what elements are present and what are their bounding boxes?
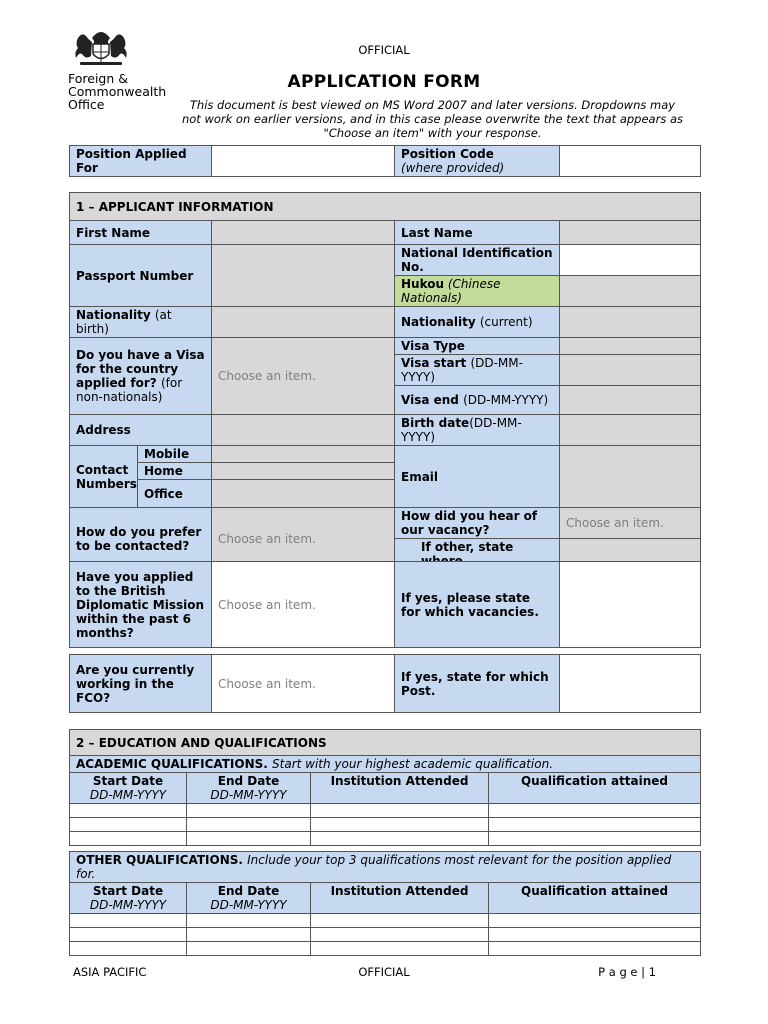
applied-vacancies-field[interactable] [560, 562, 701, 648]
applied-before-dropdown[interactable]: Choose an item. [212, 562, 395, 648]
position-applied-field[interactable] [212, 146, 395, 177]
hear-vacancy-label: How did you hear of our vacancy? [395, 508, 560, 539]
footer-classification: OFFICIAL [358, 965, 410, 979]
table-cell[interactable] [70, 804, 187, 818]
table-cell[interactable] [311, 914, 489, 928]
other-qualifications-label: OTHER QUALIFICATIONS. Include your top 3 qualifications most relevant for the position applied for. [70, 852, 701, 883]
table-cell[interactable] [311, 942, 489, 956]
home-field[interactable] [212, 463, 395, 480]
table-row [70, 832, 701, 846]
table-row [70, 928, 701, 942]
table-cell[interactable] [187, 804, 311, 818]
table-cell[interactable] [311, 832, 489, 846]
table-row [70, 818, 701, 832]
table-cell[interactable] [311, 818, 489, 832]
other-institution-header: Institution Attended [311, 883, 489, 914]
working-fco-table [69, 654, 701, 713]
applied-before-label: Have you applied to the British Diplomatic Mission within the past 6 months? [70, 562, 212, 648]
home-label: Home [138, 463, 212, 480]
applied-before-table [69, 561, 701, 648]
table-cell[interactable] [489, 942, 701, 956]
prefer-contact-label: How do you prefer to be contacted? [70, 508, 212, 570]
table-cell[interactable] [311, 928, 489, 942]
logo-line-3: Office [68, 97, 105, 112]
logo-line-1: Foreign & [68, 71, 128, 86]
birth-date-field[interactable] [560, 415, 701, 446]
table-cell[interactable] [489, 832, 701, 846]
national-id-label: National Identification No. [395, 245, 560, 276]
table-cell[interactable] [489, 914, 701, 928]
table-cell[interactable] [70, 832, 187, 846]
last-name-field[interactable] [560, 221, 701, 245]
visa-type-field[interactable] [560, 338, 701, 355]
position-table [69, 145, 701, 177]
hear-vacancy-dropdown[interactable]: Choose an item. [560, 508, 701, 539]
office-field[interactable] [212, 480, 395, 508]
table-cell[interactable] [70, 818, 187, 832]
email-field[interactable] [560, 446, 701, 508]
passport-field[interactable] [212, 245, 395, 307]
hukou-label: Hukou (Chinese Nationals) [395, 276, 560, 307]
section-2-heading: 2 – EDUCATION AND QUALIFICATIONS [70, 730, 701, 756]
visa-dropdown[interactable]: Choose an item. [212, 338, 395, 415]
table-cell[interactable] [70, 914, 187, 928]
applicant-info-table [69, 192, 701, 570]
visa-start-field[interactable] [560, 355, 701, 386]
table-cell[interactable] [187, 942, 311, 956]
other-start-date-header: Start Date DD-MM-YYYY [70, 883, 187, 914]
footer-region: ASIA PACIFIC [73, 965, 147, 979]
academic-qualifications-table [69, 729, 701, 846]
position-applied-label: Position Applied For [70, 146, 212, 177]
form-title: APPLICATION FORM [287, 72, 481, 92]
nationality-current-field[interactable] [560, 307, 701, 338]
hear-other-label: If other, state [395, 539, 560, 570]
visa-end-label: Visa end (DD-MM-YYYY) [395, 386, 560, 415]
instructions-note: This document is best viewed on MS Word 2007 and later versions. Dropdowns may not work on earlier versions, and in this case please overwrite the text that appears as "Choose an item" with your response. [181, 98, 684, 140]
academic-qualification-header: Qualification attained [489, 773, 701, 804]
nationality-current-label: Nationality (current) [395, 307, 560, 338]
table-cell[interactable] [489, 818, 701, 832]
visa-start-label: Visa start (DD-MM-YYYY) [395, 355, 560, 386]
table-cell[interactable] [187, 832, 311, 846]
table-cell[interactable] [311, 804, 489, 818]
mobile-label: Mobile [138, 446, 212, 463]
table-row [70, 914, 701, 928]
table-row [70, 942, 701, 956]
position-code-label: Position Code (where provided) [395, 146, 560, 177]
working-post-label: If yes, state for which Post. [395, 655, 560, 713]
other-end-date-header: End Date DD-MM-YYYY [187, 883, 311, 914]
applied-vacancies-label: If yes, please state for which vacancies. [395, 562, 560, 648]
other-qualification-header: Qualification attained [489, 883, 701, 914]
office-label: Office [138, 480, 212, 508]
last-name-label: Last Name [395, 221, 560, 245]
mobile-field[interactable] [212, 446, 395, 463]
visa-type-label: Visa Type [395, 338, 560, 355]
academic-start-date-header: Start Date DD-MM-YYYY [70, 773, 187, 804]
table-cell[interactable] [70, 928, 187, 942]
working-fco-label: Are you currently working in the FCO? [70, 655, 212, 713]
table-cell[interactable] [187, 928, 311, 942]
email-label: Email [395, 446, 560, 508]
logo-line-2: Commonwealth [68, 84, 167, 99]
table-cell[interactable] [70, 942, 187, 956]
visa-question-label: Do you have a Visa for the country applied for? (for non-nationals) [70, 338, 212, 415]
birth-date-label: Birth date(DD-MM-YYYY) [395, 415, 560, 446]
national-id-field[interactable] [560, 245, 701, 276]
footer-page-number: P a g e | 1 [598, 965, 656, 979]
section-1-heading: 1 – APPLICANT INFORMATION [70, 193, 701, 221]
table-cell[interactable] [489, 804, 701, 818]
nationality-birth-field[interactable] [212, 307, 395, 338]
first-name-label: First Name [70, 221, 212, 245]
hukou-field[interactable] [560, 276, 701, 307]
contact-numbers-label: Contact Numbers [70, 446, 138, 508]
address-label: Address [70, 415, 212, 446]
working-fco-dropdown[interactable]: Choose an item. [212, 655, 395, 713]
table-cell[interactable] [187, 818, 311, 832]
prefer-contact-dropdown[interactable]: Choose an item. [212, 508, 395, 570]
academic-qualifications-label: ACADEMIC QUALIFICATIONS. Start with your highest academic qualification. [70, 756, 701, 773]
table-row [70, 804, 701, 818]
passport-label: Passport Number [70, 245, 212, 307]
table-cell[interactable] [489, 928, 701, 942]
table-cell[interactable] [187, 914, 311, 928]
working-post-field[interactable] [560, 655, 701, 713]
classification-top: OFFICIAL [358, 43, 410, 57]
address-field[interactable] [212, 415, 395, 446]
other-qualifications-table [69, 851, 701, 956]
visa-end-field[interactable] [560, 386, 701, 415]
position-code-field[interactable] [560, 146, 701, 177]
academic-end-date-header: End Date DD-MM-YYYY [187, 773, 311, 804]
nationality-birth-label: Nationality (at birth) [70, 307, 212, 338]
academic-institution-header: Institution Attended [311, 773, 489, 804]
first-name-field[interactable] [212, 221, 395, 245]
